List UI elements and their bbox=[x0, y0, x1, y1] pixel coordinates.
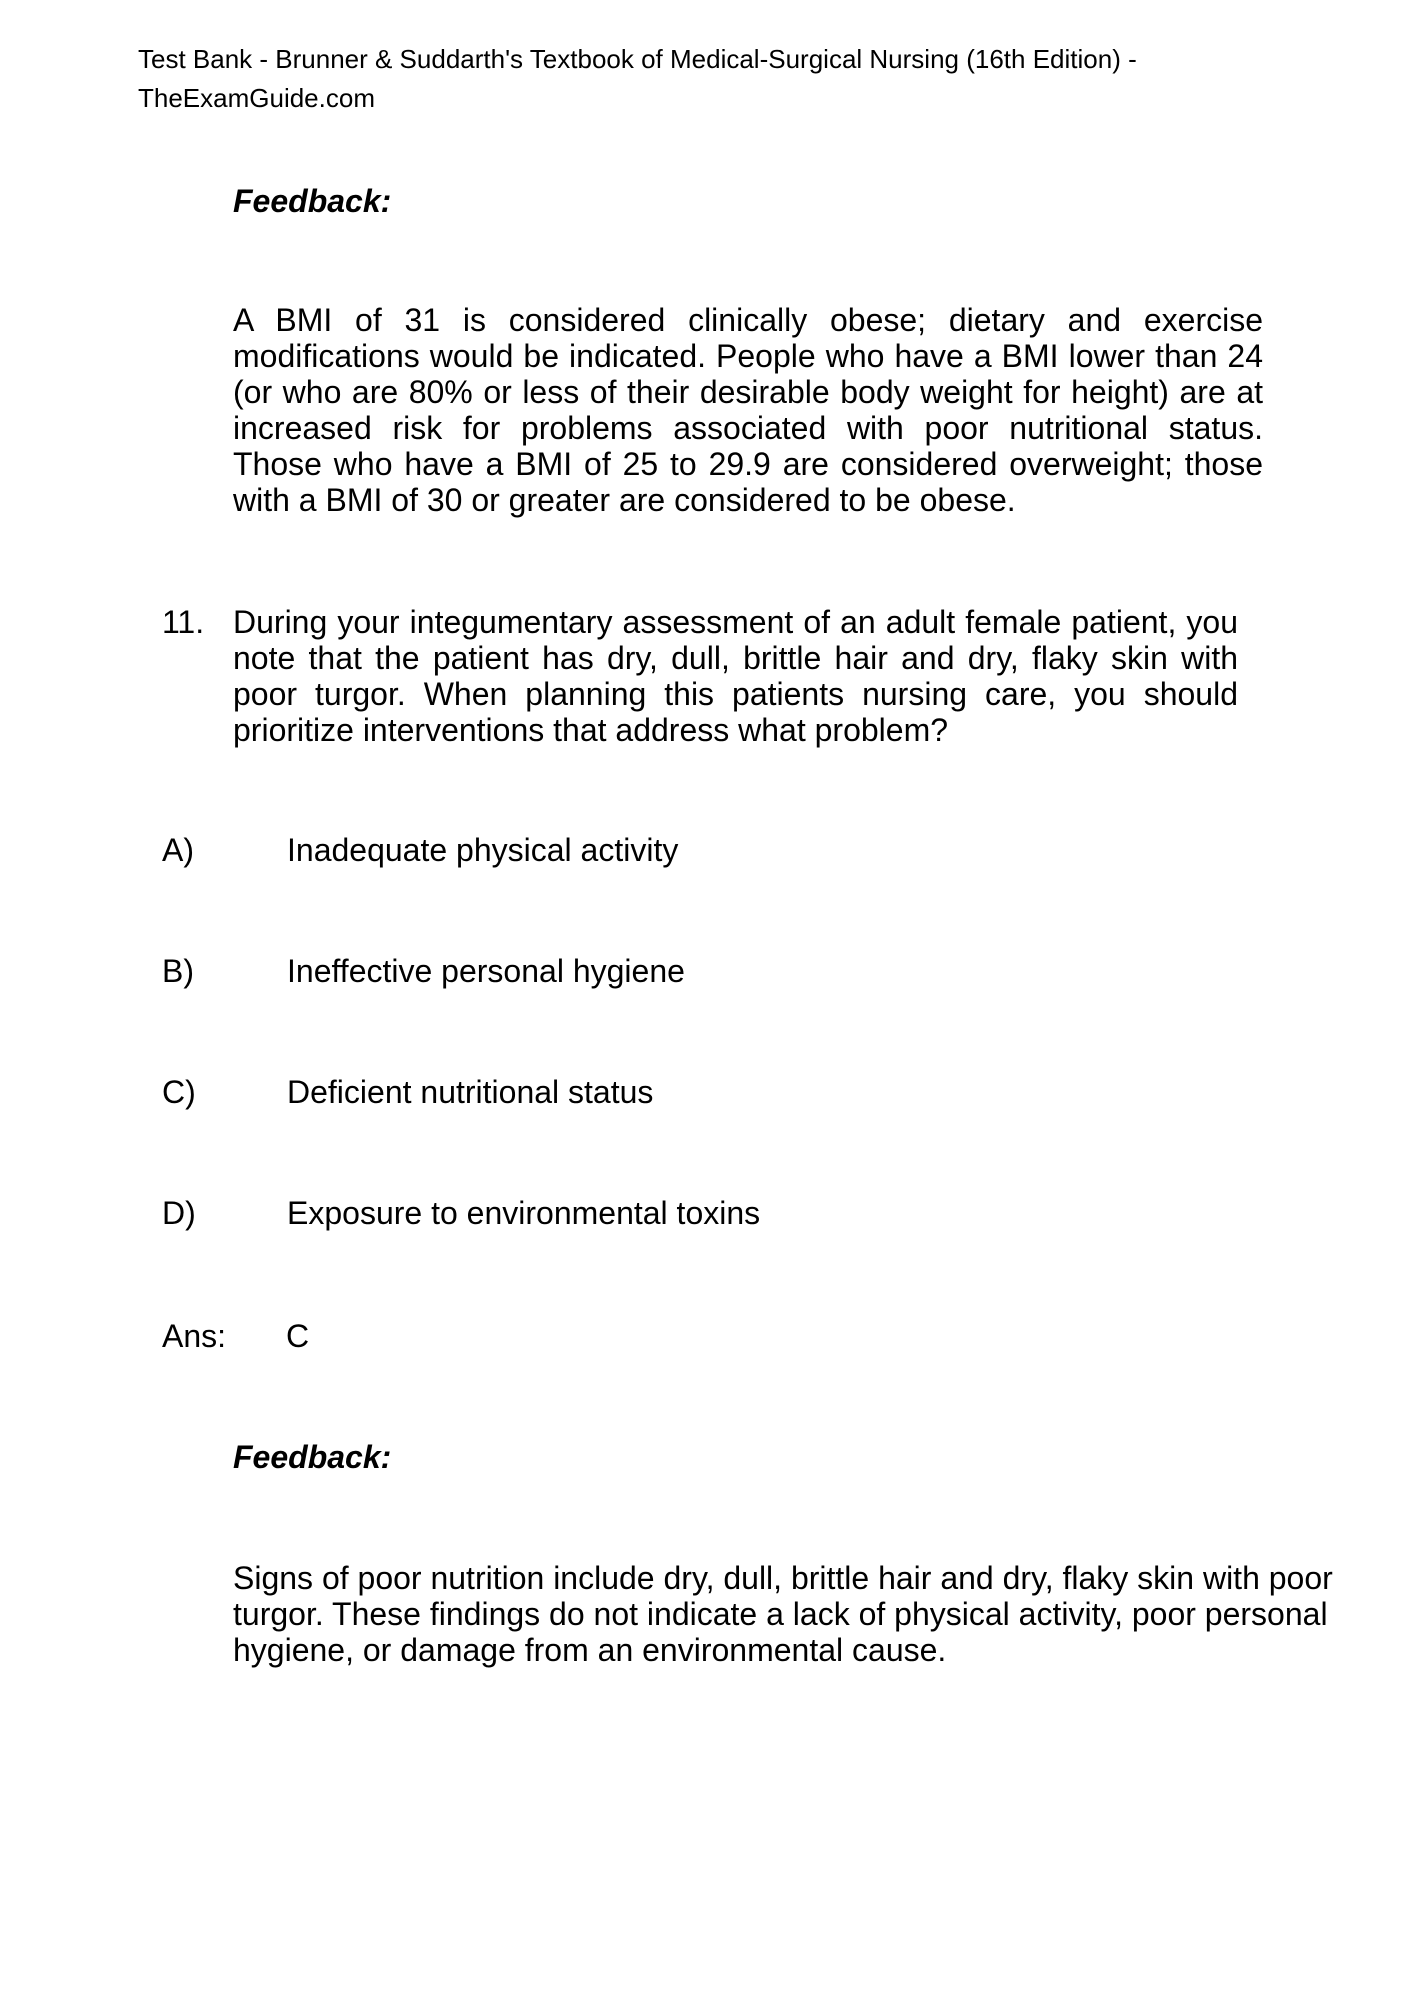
feedback-text: A BMI of 31 is considered clinically obese; dietary and exercise modifications would be indicated. People who have a BMI lower than 24 (or who are 80% or less of their desirable body weight for height) are at increased risk for problems associated with poor nutritional status. Those who have a BMI of 25 to 29.9 are considered overweight; those with a BMI of 30 or greater are considered to be obese. bbox=[233, 302, 1263, 518]
option-letter: D) bbox=[162, 1195, 196, 1231]
question-number: 11. bbox=[162, 604, 205, 640]
answer-label: Ans: bbox=[162, 1318, 227, 1354]
option-text: Deficient nutritional status bbox=[287, 1074, 654, 1110]
option-letter: C) bbox=[162, 1074, 196, 1110]
page-header bbox=[138, 40, 1338, 118]
header-line-1: Test Bank - Brunner & Suddarth's Textbook of Medical-Surgical Nursing (16th Edition) - bbox=[138, 44, 1137, 74]
option-text: Exposure to environmental toxins bbox=[287, 1195, 761, 1231]
feedback-text: Signs of poor nutrition include dry, dull, brittle hair and dry, flaky skin with poor turgor. These findings do not indicate a lack of physical activity, poor personal hygiene, or damage from an environmental cause. bbox=[233, 1560, 1333, 1668]
feedback-heading: Feedback: bbox=[233, 183, 392, 219]
answer-value: C bbox=[286, 1318, 310, 1354]
option-letter: A) bbox=[162, 832, 194, 868]
option-letter: B) bbox=[162, 953, 194, 989]
option-text: Ineffective personal hygiene bbox=[287, 953, 685, 989]
header-line-2: TheExamGuide.com bbox=[138, 83, 375, 113]
option-text: Inadequate physical activity bbox=[287, 832, 679, 868]
feedback-heading: Feedback: bbox=[233, 1439, 392, 1475]
question-text: During your integumentary assessment of an adult female patient, you note that the patient has dry, dull, brittle hair and dry, flaky skin with poor turgor. When planning this patients nursing care, you should prioritize interventions that address what problem? bbox=[233, 604, 1238, 748]
